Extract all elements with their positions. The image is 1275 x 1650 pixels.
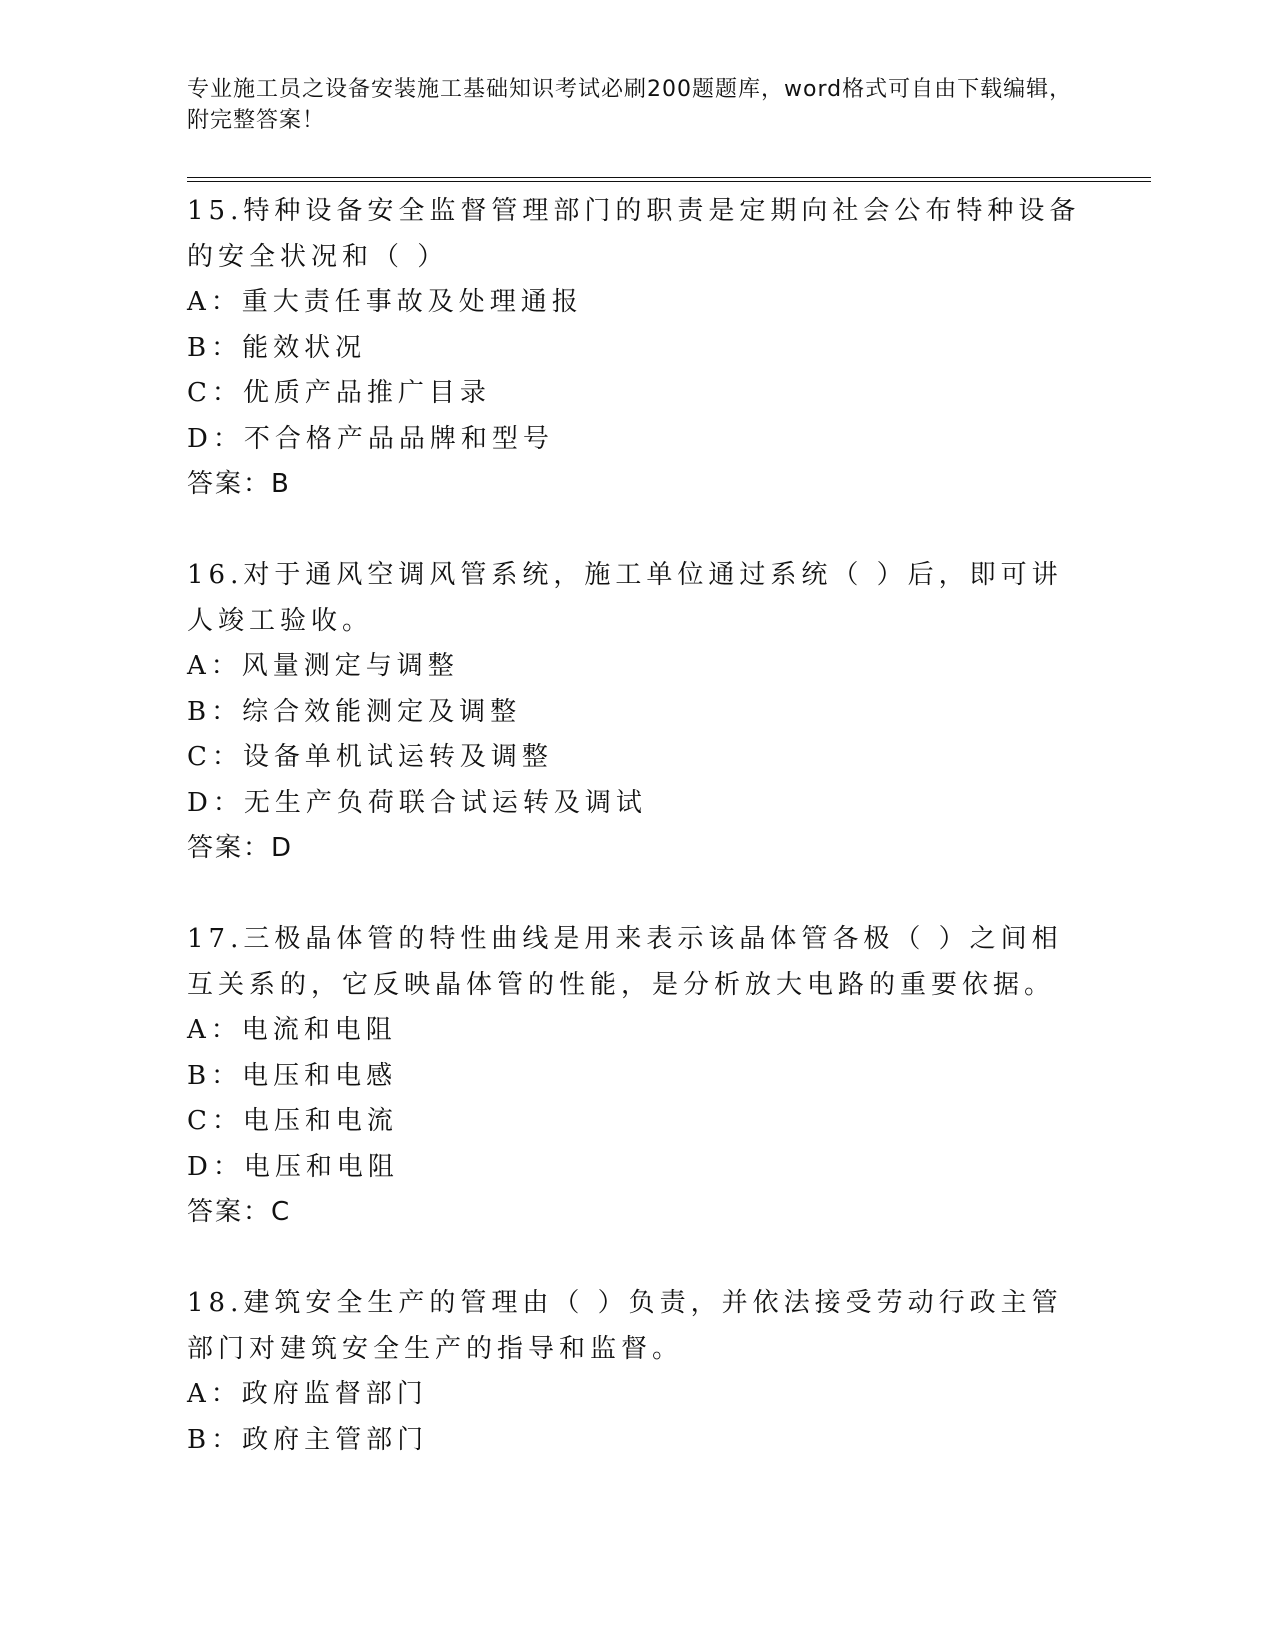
- option-a: A：风量测定与调整: [187, 651, 459, 681]
- option-d: D：无生产负荷联合试运转及调试: [187, 787, 647, 818]
- question-list: [187, 188, 1087, 1508]
- answer: 答案：B: [187, 469, 291, 499]
- question-18: [187, 1280, 1087, 1463]
- option-c: C：电压和电流: [187, 1106, 398, 1136]
- question-stem: 16.对于通风空调风管系统，施工单位通过系统（ ）后，即可讲人竣工验收。: [187, 560, 1063, 636]
- question-17: [187, 916, 1087, 1235]
- answer: 答案：C: [187, 1197, 292, 1227]
- document-header: 专业施工员之设备安装施工基础知识考试必刷200题题库，word格式可自由下载编辑，附完整答案！: [187, 77, 1073, 133]
- option-b: B：能效状况: [187, 332, 367, 363]
- option-b: B：政府主管部门: [187, 1424, 429, 1455]
- question-stem: 18.建筑安全生产的管理由（ ）负责，并依法接受劳动行政主管部门对建筑安全生产的指导和监督。: [187, 1288, 1063, 1364]
- answer: 答案：D: [187, 833, 294, 863]
- option-a: A：重大责任事故及处理通报: [187, 287, 583, 317]
- header-divider-bottom: [187, 181, 1151, 182]
- option-c: C：设备单机试运转及调整: [187, 742, 553, 772]
- option-a: A：电流和电阻: [187, 1015, 397, 1045]
- question-15: [187, 188, 1087, 507]
- option-b: B：电压和电感: [187, 1060, 398, 1091]
- option-d: D：不合格产品品牌和型号: [187, 423, 554, 454]
- option-c: C：优质产品推广目录: [187, 378, 491, 408]
- question-stem: 15.特种设备安全监督管理部门的职责是定期向社会公布特种设备的安全状况和（ ）: [187, 196, 1081, 272]
- question-stem: 17.三极晶体管的特性曲线是用来表示该晶体管各极（ ）之间相互关系的，它反映晶体管的性能，是分析放大电路的重要依据。: [187, 924, 1063, 1000]
- question-16: [187, 552, 1087, 871]
- option-b: B：综合效能测定及调整: [187, 696, 522, 727]
- option-a: A：政府监督部门: [187, 1379, 428, 1409]
- header-divider-top: [187, 177, 1151, 178]
- option-d: D：电压和电阻: [187, 1151, 399, 1182]
